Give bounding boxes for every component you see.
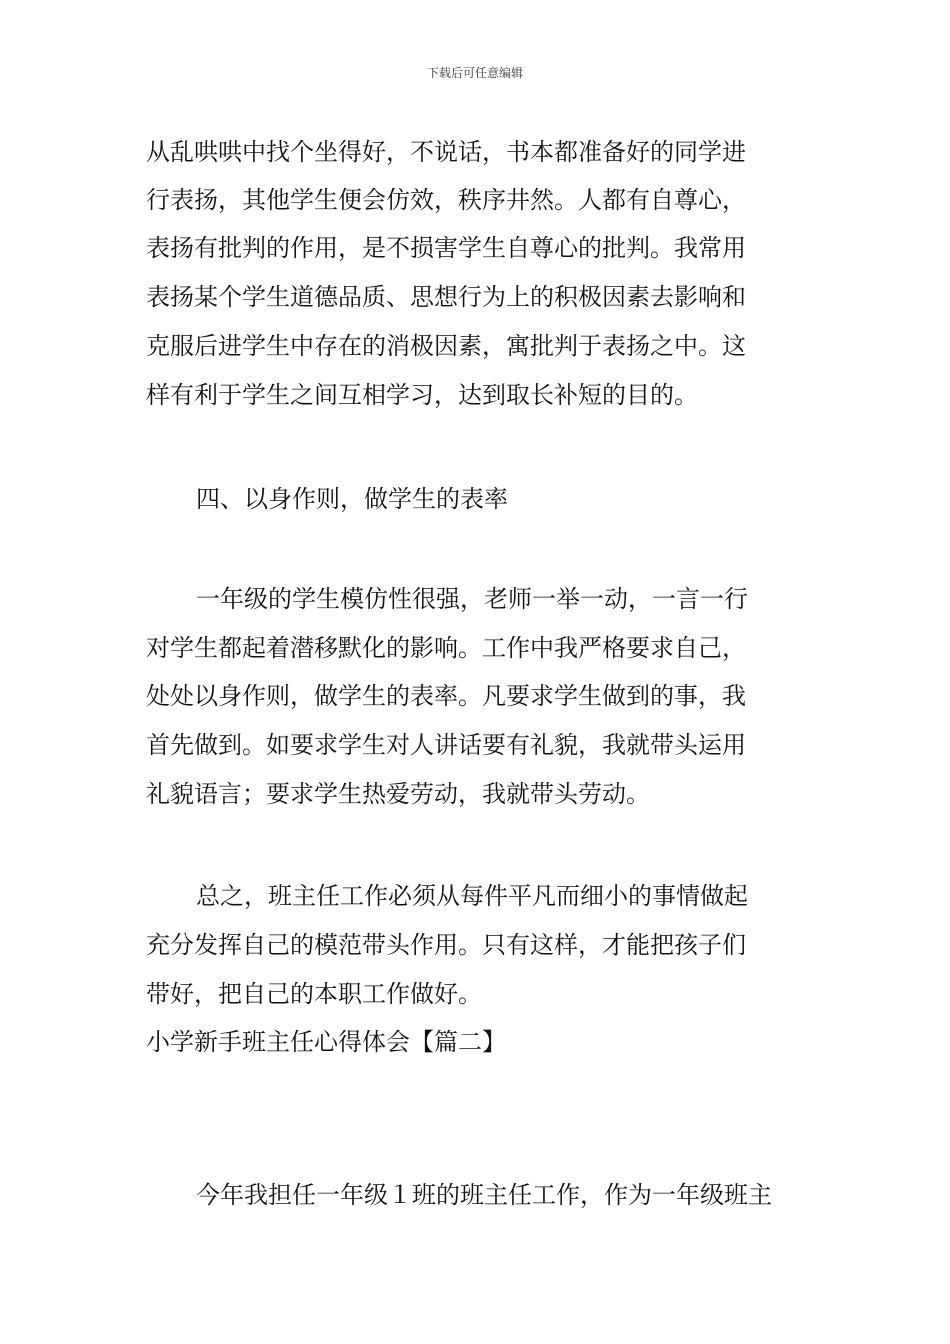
text-line: 行表扬，其他学生便会仿效，秩序井然。人都有自尊心， <box>146 186 746 214</box>
text-line: 总之，班主任工作必须从每件平凡而细小的事情做起 <box>196 882 748 910</box>
text-line: 处处以身作则，做学生的表率。凡要求学生做到的事，我 <box>146 682 746 710</box>
text-line: 从乱哄哄中找个坐得好，不说话，书本都准备好的同学进 <box>146 138 746 166</box>
text-line: 充分发挥自己的模范带头作用。只有这样，才能把孩子们 <box>146 931 746 959</box>
text-line: 表扬有批判的作用，是不损害学生自尊心的批判。我常用 <box>146 234 746 262</box>
text-line: 首先做到。如要求学生对人讲话要有礼貌，我就带头运用 <box>146 731 746 759</box>
text-line: 样有利于学生之间互相学习，达到取长补短的目的。 <box>146 381 698 409</box>
article-title: 小学新手班主任心得体会【篇二】 <box>146 1028 506 1056</box>
text-line: 一年级的学生模仿性很强，老师一举一动，一言一行 <box>196 585 748 613</box>
text-line: 对学生都起着潜移默化的影响。工作中我严格要求自己， <box>146 634 746 662</box>
text-line: 带好，把自己的本职工作做好。 <box>146 980 482 1008</box>
text-line: 表扬某个学生道德品质、思想行为上的积极因素去影响和 <box>146 283 746 311</box>
text-line: 礼貌语言；要求学生热爱劳动，我就带头劳动。 <box>146 780 650 808</box>
text-line: 克服后进学生中存在的消极因素，寓批判于表扬之中。这 <box>146 332 746 360</box>
text-line: 今年我担任一年级１班的班主任工作，作为一年级班主 <box>196 1181 772 1209</box>
page-header: 下载后可任意编辑 <box>426 66 523 80</box>
section-heading: 四、以身作则，做学生的表率 <box>196 485 508 513</box>
